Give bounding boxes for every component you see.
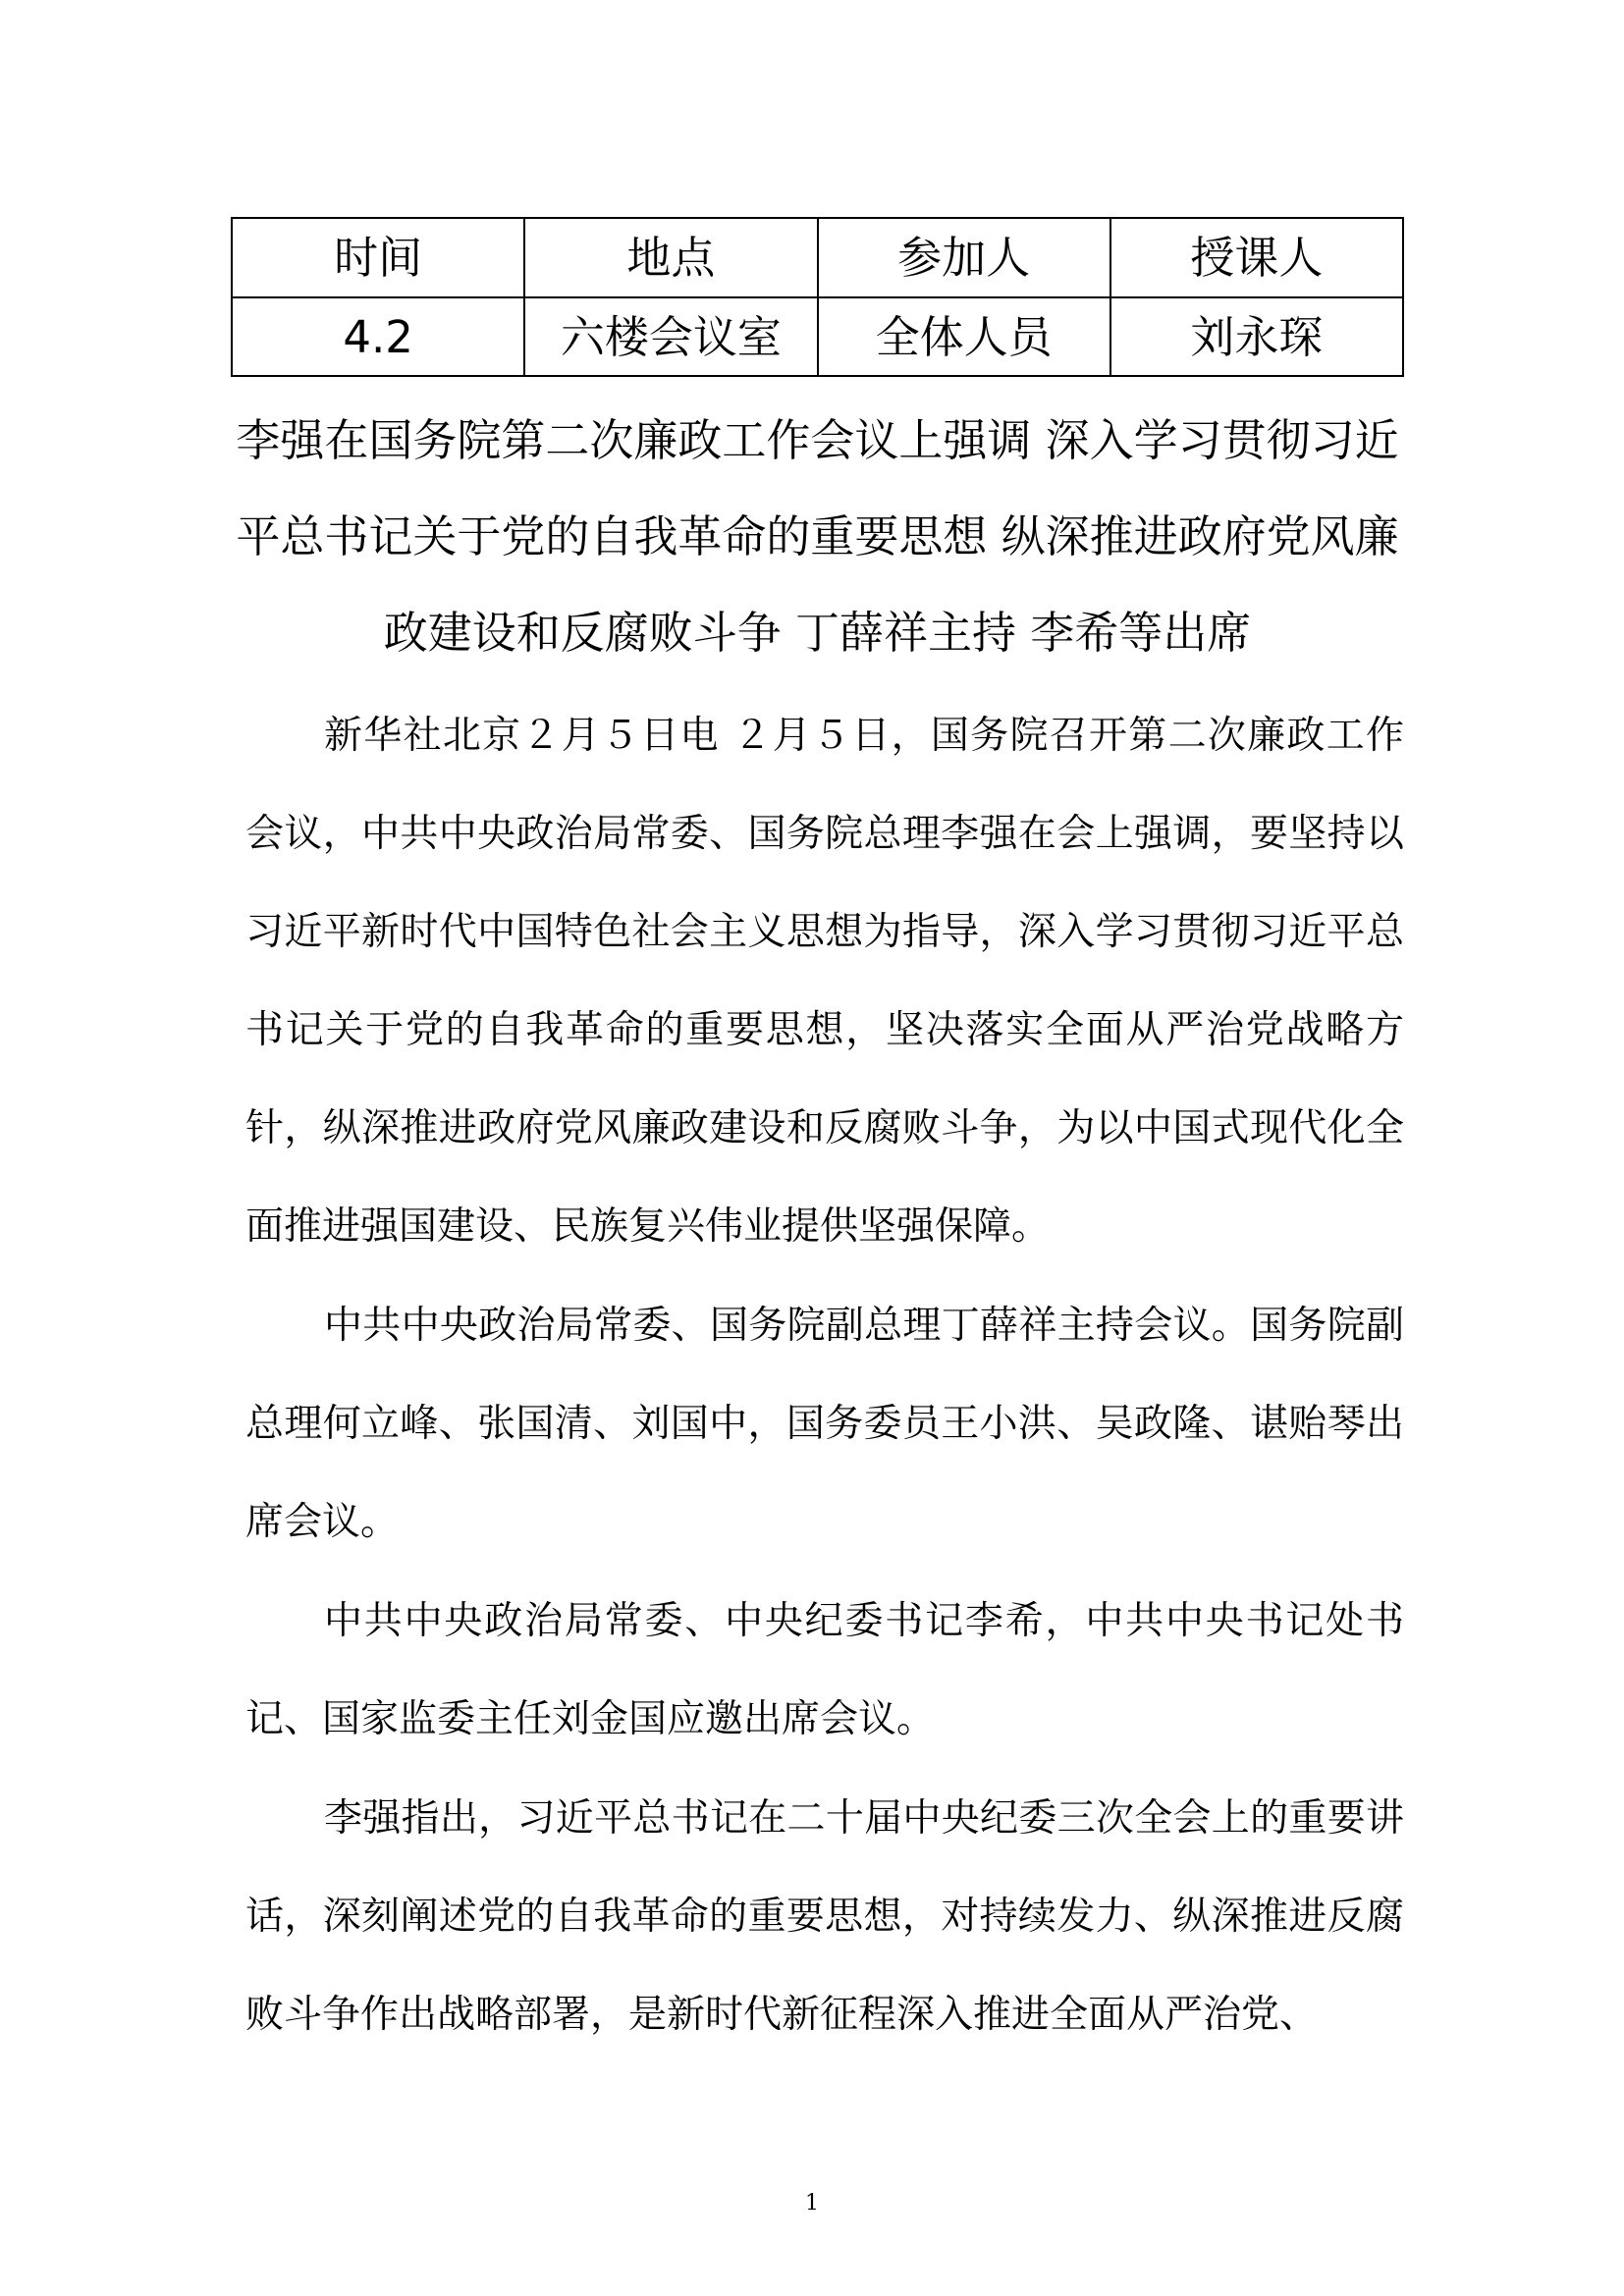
cell-lecturer: 刘永琛	[1110, 297, 1403, 376]
table-row	[232, 297, 1403, 376]
header-location: 地点	[524, 218, 817, 297]
schedule-table	[231, 217, 1404, 377]
table-header-row	[232, 218, 1403, 297]
header-time: 时间	[232, 218, 524, 297]
article-paragraph: 中共中央政治局常委、中央纪委书记李希，中共中央书记处书记、国家监委主任刘金国应邀出席会议。	[245, 1599, 1404, 1741]
article-paragraph: 新华社北京２月５日电 ２月５日，国务院召开第二次廉政工作会议，中共中央政治局常委、国务院总理李强在会上强调，要坚持以习近平新时代中国特色社会主义思想为指导，深入学习贯彻习近平总书记关于党的自我革命的重要思想，坚决落实全面从严治党战略方针，纵深推进政府党风廉政建设和反腐败斗争，为以中国式现代化全面推进强国建设、民族复兴伟业提供坚强保障。	[245, 714, 1404, 1249]
article-paragraph: 中共中央政治局常委、国务院副总理丁薛祥主持会议。国务院副总理何立峰、张国清、刘国中，国务委员王小洪、吴政隆、谌贻琴出席会议。	[245, 1304, 1404, 1544]
article-body	[245, 687, 1404, 2065]
header-lecturer: 授课人	[1110, 218, 1403, 297]
article-headline: 李强在国务院第二次廉政工作会议上强调 深入学习贯彻习近平总书记关于党的自我革命的重要思想 纵深推进政府党风廉政建设和反腐败斗争 丁薛祥主持 李希等出席	[236, 414, 1399, 659]
page-number: 1	[805, 2191, 819, 2216]
cell-participants: 全体人员	[818, 297, 1110, 376]
article-paragraph: 李强指出，习近平总书记在二十届中央纪委三次全会上的重要讲话，深刻阐述党的自我革命的重要思想，对持续发力、纵深推进反腐败斗争作出战略部署，是新时代新征程深入推进全面从严治党、	[245, 1796, 1404, 2037]
cell-location: 六楼会议室	[524, 297, 817, 376]
cell-time: 4.2	[232, 297, 524, 376]
header-participants: 参加人	[818, 218, 1110, 297]
